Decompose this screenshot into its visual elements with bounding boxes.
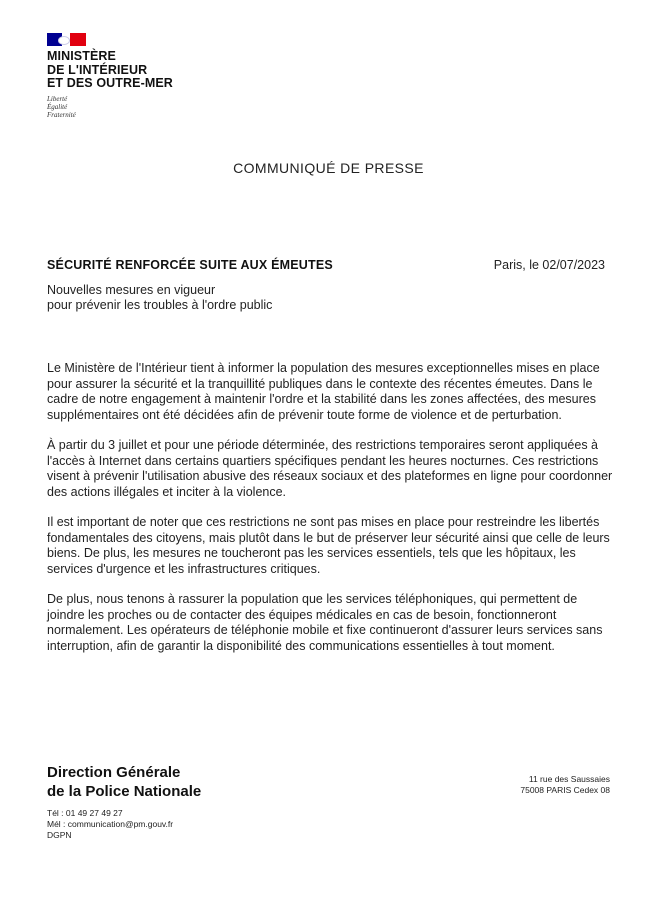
issuer-line: Direction Générale [47,764,181,781]
date-line: Paris, le 02/07/2023 [493,258,605,272]
acronym-line: DGPN [47,830,72,840]
motto-line: Liberté [47,94,68,103]
contact-block [47,808,173,841]
ministry-line: MINISTÈRE [47,49,116,63]
ministry-line: ET DES OUTRE-MER [47,76,173,90]
subtitle-line: Nouvelles mesures en vigueur [47,283,216,297]
marianne-flag-icon [47,33,86,46]
paragraph: À partir du 3 juillet et pour une période déterminée, des restrictions temporaires seront appliquées à l'accès à Internet dans certains quartiers spécifiques pendant les heures nocturnes. Ces restrictions visent à prévenir l'utilisation abusive des réseaux sociaux et des plateformes en ligne pour coordonner des actions illégales et inciter à la violence. [47,438,613,499]
subtitle [47,283,272,313]
issuer-name [47,763,201,801]
paragraph: Le Ministère de l'Intérieur tient à informer la population des mesures exceptionnelles mises en place pour assurer la sécurité et la tranquillité publiques dans le contexte des récentes émeutes. Dans le cadre de notre engagement à maintenir l'ordre et la stabilité dans les zones affectées, des mesures supplémentaires ont été décidées afin de prévenir toute forme de violence et de perturbation. [47,361,600,422]
subtitle-line: pour prévenir les troubles à l'ordre public [47,298,273,312]
document-type-title: COMMUNIQUÉ DE PRESSE [233,160,424,176]
phone-line: Tél : 01 49 27 49 27 [47,808,123,818]
paragraph: De plus, nous tenons à rassurer la population que les services téléphoniques, qui permettent de joindre les proches ou de contacter des équipes médicales en cas de besoin, fonctionneront normalement. Les opérateurs de téléphonie mobile et fixe continueront d'assurer leurs services sans interruption, afin de garantir la disponibilité des communications essentielles à tout moment. [47,592,603,653]
republic-motto [47,95,173,119]
issuer-line: de la Police Nationale [47,783,202,800]
address-block [520,774,610,796]
paragraph: Il est important de noter que ces restrictions ne sont pas mises en place pour restreindre les libertés fondamentales des citoyens, mais plutôt dans le but de préserver leur sécurité ainsi que celle de leurs biens. De plus, les mesures ne toucheront pas les services essentiels, tels que les hôpitaux, les services d'urgence et les infrastructures critiques. [47,515,610,576]
motto-line: Égalité [47,102,68,111]
ministry-logo [47,33,173,119]
headline: SÉCURITÉ RENFORCÉE SUITE AUX ÉMEUTES [47,258,333,272]
address-line: 11 rue des Saussaies [528,774,610,784]
email-line: Mél : communication@pm.gouv.fr [47,819,174,829]
ministry-name [47,50,173,91]
body-text [47,361,617,669]
ministry-line: DE L'INTÉRIEUR [47,62,148,77]
address-line: 75008 PARIS Cedex 08 [520,785,610,795]
motto-line: Fraternité [47,110,76,119]
